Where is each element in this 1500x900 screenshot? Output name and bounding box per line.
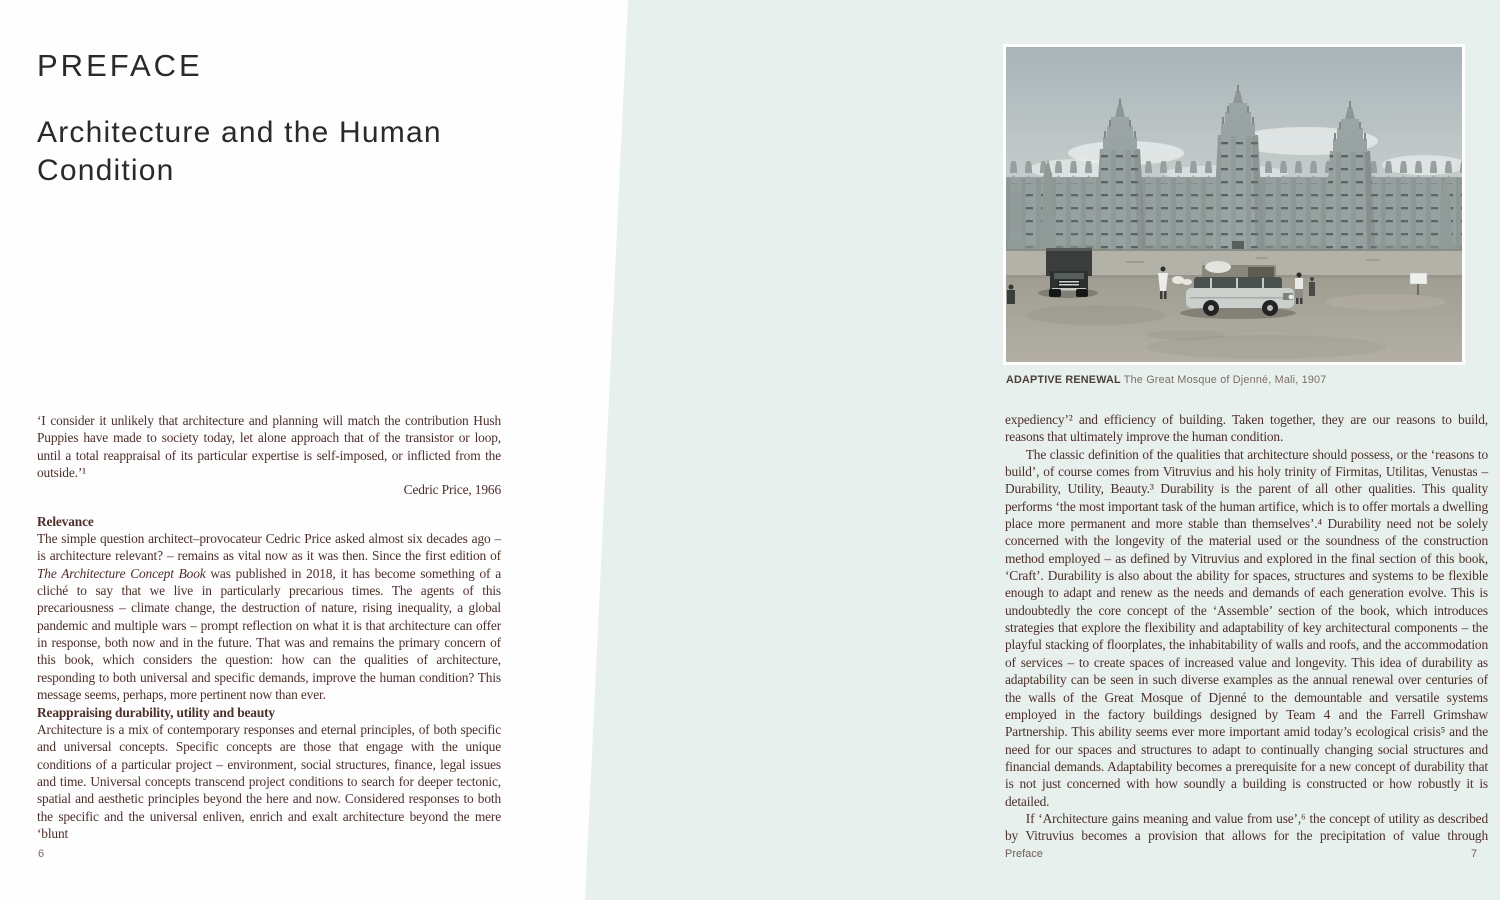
mosque-photo-illustration: [1006, 47, 1462, 362]
reappraising-paragraph: Architecture is a mix of contemporary responses and eternal principles, of both specific and universal concepts. Specific concepts are those that engage with the unique conditions of a particular project – environment, social structures, finance, legal issues and time. Universal concepts transcend project conditions to search for deeper tectonic, spatial and aesthetic principles beyond the here and now. Considered responses to both the specific and the universal enliven, enrich and exalt architecture beyond the mere ‘blunt: [37, 721, 501, 841]
truck: [1038, 248, 1098, 298]
relevance-paragraph: [37, 530, 501, 703]
epigraph-quote: ‘I consider it unlikely that architecture and planning will match the contribution Hush Puppies have made to society today, let alone approach that of the transistor or loop, until a total reappraisal of its particular expertise is self-imposed, or inflicted from the outside.’¹: [37, 413, 501, 481]
running-footer: Preface: [1005, 848, 1043, 860]
book-title-italic: The Architecture Concept Book: [37, 565, 206, 581]
page-number-left: 6: [38, 848, 45, 860]
right-page-text-column: [1005, 411, 1488, 845]
caption-label: ADAPTIVE RENEWAL: [1006, 374, 1121, 386]
section-heading-relevance: Relevance: [37, 513, 94, 529]
page-number-right: 7: [1471, 848, 1478, 860]
relevance-text-end: was published in 2018, it has become something of a cliché to say that we live in particularly precarious times. The agents of this precariousness – climate change, the destruction of nature, rising inequality, a global pandemic and multiple wars – prompt reflection on what it is that architecture can offer in response, both now and in the future. That was and remains the primary concern of this book, which considers the question: how can the qualities of architecture, responding to both universal and specific demands, improve the human condition? This message seems, perhaps, more pertinent now than ever.: [37, 565, 501, 703]
relevance-text-start: The simple question architect–provocateur Cedric Price asked almost six decades ago – is architecture relevant? – remains as vital now as it was then. Since the first edition of: [37, 531, 501, 564]
body-paragraph-2: The classic definition of the qualities that architecture should possess, or the ‘reasons to build’, of course comes from Vitruvius and his holy trinity of Firmitas, Utilitas, Venustas – Durability, Utility, Beauty.³ Durability is the parent of all other qualities. This quality performs ‘the most important task of the human artifice, which is to offer mortals a dwelling place more permanent and more stable than themselves’.⁴ Durability need not be solely concerned with the longevity of the material used or the soundness of the construction method employed – as defined by Vitruvius and explored in the final section of this book, ‘Craft’. Durability is also about the ability for spaces, structures and systems to be flexible enough to adapt and renew as the needs and demands of each generation evolve. This is undoubtedly the core concept of the ‘Assemble’ section of the book, which introduces strategies that explore the flexibility and adaptability of key architectural components – the playful stacking of floorplates, the inhabitability of walls and roofs, and the accommodation of services – to create spaces of increased value and longevity. This idea of durability as adaptability can be seen in such diverse examples as the annual renewal over centuries of the walls of the Great Mosque of Djenné to the demountable and versatile systems employed in the factory buildings designed by Team 4 and the Farrell Grimshaw Partnership. This ability seems ever more important amid today’s ecological crisis⁵ and the need for our spaces and structures to adapt to continually changing social structures and financial demands. Adaptability becomes a prerequisite for a new concept of durability that is not just concerned with how soundly a building is constructed or how robustly it is detailed.: [1005, 446, 1488, 809]
left-page-text-column: [37, 412, 501, 842]
caption-text: The Great Mosque of Djenné, Mali, 1907: [1120, 374, 1327, 386]
figure-caption: [1006, 374, 1476, 386]
mosque-photograph: [1003, 44, 1465, 365]
body-paragraph-3: If ‘Architecture gains meaning and value from use’,⁶ the concept of utility as described by Vitruvius becomes a provision that allows for the precipitation of value through: [1005, 810, 1488, 844]
preface-kicker: PREFACE: [37, 48, 203, 83]
epigraph-attribution: Cedric Price, 1966: [403, 482, 501, 498]
page-title: Architecture and the Human Condition: [37, 116, 442, 187]
body-paragraph-1: expediency’² and efficiency of building. Taken together, they are our reasons to build, reasons that ultimately improve the human condition.: [1005, 412, 1488, 445]
section-heading-reappraising: Reappraising durability, utility and beauty: [37, 704, 275, 720]
